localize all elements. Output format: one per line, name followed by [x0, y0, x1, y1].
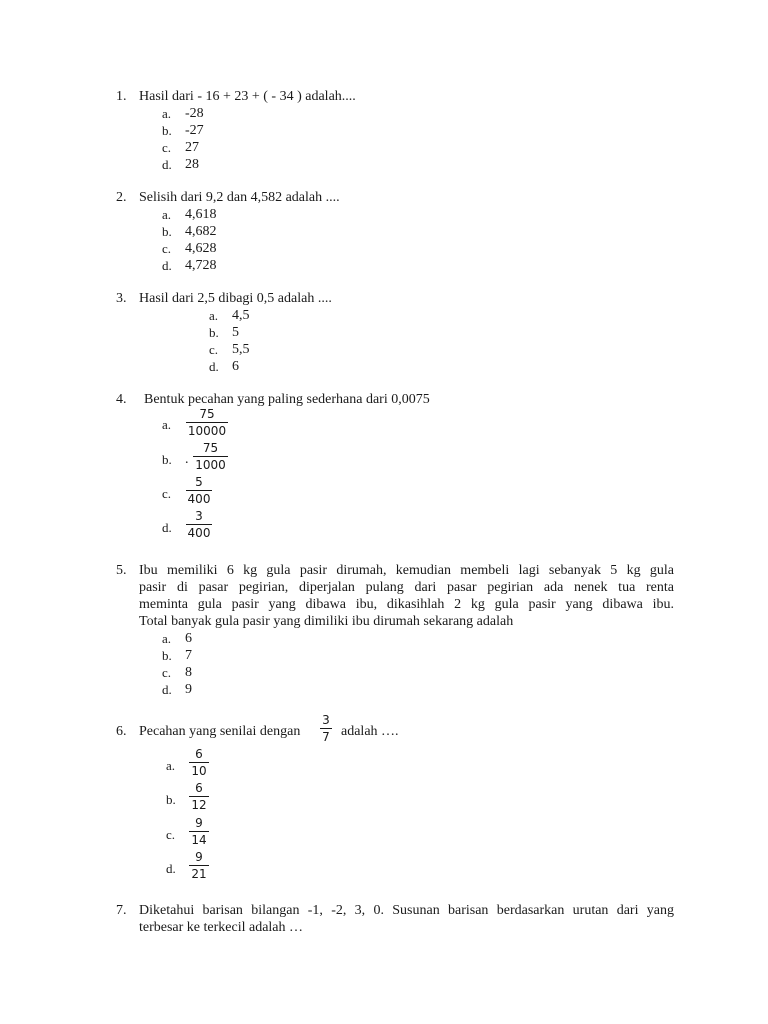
- q4-option-a-denominator: 10000: [187, 424, 227, 438]
- question-1-number: 1.: [116, 89, 127, 104]
- q2-option-c-label: c.: [162, 241, 172, 256]
- q4-option-d-denominator: 400: [187, 526, 211, 540]
- q6-option-a-fraction: [189, 747, 209, 778]
- q4-option-a-fraction: [186, 407, 228, 438]
- q2-option-d-value: 4,728: [185, 258, 217, 273]
- q6-option-c-label: c.: [166, 827, 176, 842]
- q6-option-d-denominator: 21: [191, 867, 207, 881]
- q3-option-b-value: 5: [232, 325, 239, 340]
- q4-option-b-denominator: 1000: [195, 458, 226, 472]
- q6-option-c-fraction: [189, 816, 209, 847]
- question-5-line-3: meminta gula pasir yang dibawa ibu, dikasihlah 2 kg gula pasir yang dibawa ibu.: [139, 597, 674, 612]
- question-5-line-1: Ibu memiliki 6 kg gula pasir dirumah, kemudian membeli lagi sebanyak 5 kg gula: [139, 563, 674, 578]
- question-6-number: 6.: [116, 724, 127, 739]
- q4-option-d-numerator: 3: [195, 509, 203, 523]
- q6-option-a-denominator: 10: [191, 764, 207, 778]
- q6-option-a-numerator: 6: [195, 747, 203, 761]
- q4-option-b-label: b.: [162, 452, 172, 467]
- question-6-text-before: Pecahan yang senilai dengan: [139, 724, 301, 739]
- question-4-number: 4.: [116, 392, 127, 407]
- question-3-number: 3.: [116, 291, 127, 306]
- question-5-line-2: pasir di pasar pegirian, diperjalan pulang dari pasar pegirian ada nenek tua renta: [139, 580, 674, 595]
- q5-option-d-label: d.: [162, 682, 172, 697]
- q4-option-c-numerator: 5: [195, 475, 203, 489]
- question-6-numerator: 3: [322, 713, 330, 727]
- question-6-text-after: adalah ….: [341, 724, 399, 739]
- q4-option-a-numerator: 75: [199, 407, 215, 421]
- q6-option-d-fraction: [189, 850, 209, 881]
- q4-option-c-denominator: 400: [187, 492, 211, 506]
- q6-option-c-denominator: 14: [191, 833, 207, 847]
- q5-option-b-value: 7: [185, 648, 192, 663]
- q5-option-a-value: 6: [185, 631, 192, 646]
- q3-option-a-label: a.: [209, 308, 219, 323]
- question-4-text: Bentuk pecahan yang paling sederhana dari 0,0075: [144, 392, 430, 407]
- q6-option-d-label: d.: [166, 861, 176, 876]
- q2-option-a-value: 4,618: [185, 207, 217, 222]
- question-5-line-4: Total banyak gula pasir yang dimiliki ibu dirumah sekarang adalah: [139, 614, 514, 629]
- q1-option-b-label: b.: [162, 123, 172, 138]
- q4-option-c-label: c.: [162, 486, 172, 501]
- q3-option-d-value: 6: [232, 359, 239, 374]
- q5-option-c-value: 8: [185, 665, 192, 680]
- q1-option-a-value: -28: [185, 106, 204, 121]
- q5-option-b-label: b.: [162, 648, 172, 663]
- question-6-denominator: 7: [322, 730, 330, 744]
- q3-option-c-label: c.: [209, 342, 219, 357]
- q2-option-b-value: 4,682: [185, 224, 217, 239]
- q1-option-c-label: c.: [162, 140, 172, 155]
- q2-option-d-label: d.: [162, 258, 172, 273]
- q3-option-b-label: b.: [209, 325, 219, 340]
- q5-option-d-value: 9: [185, 682, 192, 697]
- q4-option-d-label: d.: [162, 520, 172, 535]
- question-2-number: 2.: [116, 190, 127, 205]
- q6-option-a-label: a.: [166, 758, 176, 773]
- q6-option-b-fraction: [189, 781, 209, 812]
- q6-option-b-label: b.: [166, 792, 176, 807]
- q5-option-c-label: c.: [162, 665, 172, 680]
- q4-option-c-fraction: [186, 475, 212, 506]
- question-7-line-2: terbesar ke terkecil adalah …: [139, 920, 304, 935]
- q1-option-d-label: d.: [162, 157, 172, 172]
- q6-option-b-numerator: 6: [195, 781, 203, 795]
- q6-option-d-numerator: 9: [195, 850, 203, 864]
- q3-option-d-label: d.: [209, 359, 219, 374]
- q6-option-b-denominator: 12: [191, 798, 207, 812]
- q2-option-c-value: 4,628: [185, 241, 217, 256]
- q4-option-d-fraction: [186, 509, 212, 540]
- q5-option-a-label: a.: [162, 631, 172, 646]
- q4-option-b-numerator: 75: [202, 441, 219, 455]
- q3-option-c-value: 5,5: [232, 342, 250, 357]
- question-6-fraction: [320, 713, 332, 744]
- q6-option-c-numerator: 9: [195, 816, 203, 830]
- question-1-text: Hasil dari - 16 + 23 + ( - 34 ) adalah....: [139, 89, 356, 104]
- question-5-number: 5.: [116, 563, 127, 578]
- q3-option-a-value: 4,5: [232, 308, 250, 323]
- q1-option-a-label: a.: [162, 106, 172, 121]
- question-3-text: Hasil dari 2,5 dibagi 0,5 adalah ....: [139, 291, 332, 306]
- q4-option-a-label: a.: [162, 417, 172, 432]
- q4-option-b-prefix: .: [185, 452, 189, 467]
- q4-option-b-fraction: [193, 441, 228, 472]
- q1-option-d-value: 28: [185, 157, 199, 172]
- q1-option-c-value: 27: [185, 140, 199, 155]
- q2-option-b-label: b.: [162, 224, 172, 239]
- question-2-text: Selisih dari 9,2 dan 4,582 adalah ....: [139, 190, 340, 205]
- question-7-line-1: Diketahui barisan bilangan -1, -2, 3, 0. Susunan barisan berdasarkan urutan dari yang: [139, 903, 674, 918]
- q2-option-a-label: a.: [162, 207, 172, 222]
- q1-option-b-value: -27: [185, 123, 204, 138]
- question-7-number: 7.: [116, 903, 127, 918]
